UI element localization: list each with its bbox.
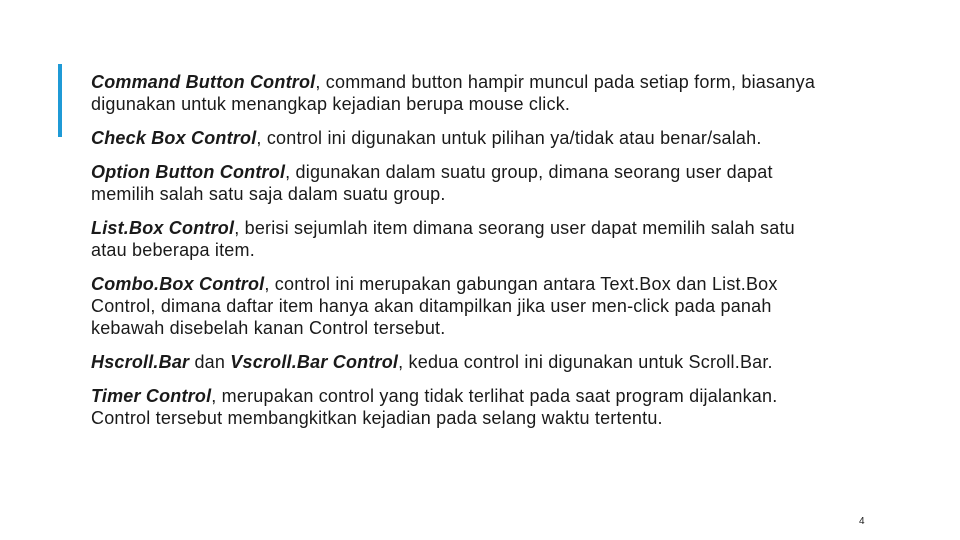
item-term: Check Box Control [91, 128, 257, 148]
list-item [91, 127, 831, 149]
item-term: List.Box Control [91, 218, 235, 238]
bullet-list [91, 71, 831, 429]
item-text: , kedua control ini digunakan untuk Scroll.Bar. [398, 352, 773, 372]
list-item [91, 273, 831, 339]
list-item [91, 71, 831, 115]
list-item [91, 351, 831, 373]
item-term: Combo.Box Control [91, 274, 265, 294]
list-item [91, 385, 831, 429]
page-number: 4 [859, 516, 865, 527]
list-item [91, 217, 831, 261]
item-term-secondary: Vscroll.Bar Control [230, 352, 399, 372]
item-term: Hscroll.Bar [91, 352, 190, 372]
item-text: , control ini digunakan untuk pilihan ya/tidak atau benar/salah. [256, 128, 762, 148]
item-text: , control ini merupakan gabungan antara Text.Box dan List.Box Control, dimana daftar item hanya akan ditampilkan jika user men-click pada panah kebawah disebelah kanan Control tersebut. [91, 274, 778, 338]
list-item [91, 161, 831, 205]
item-term: Command Button Control [91, 72, 316, 92]
item-term: Option Button Control [91, 162, 286, 182]
item-text: , berisi sejumlah item dimana seorang user dapat memilih salah satu atau beberapa item. [91, 218, 795, 260]
item-text: , digunakan dalam suatu group, dimana seorang user dapat memilih salah satu saja dalam suatu group. [91, 162, 773, 204]
item-connector: dan [189, 352, 231, 372]
item-text: , merupakan control yang tidak terlihat pada saat program dijalankan. Control tersebut membangkitkan kejadian pada selang waktu tertentu. [91, 386, 778, 428]
item-term: Timer Control [91, 386, 212, 406]
item-text: , command button hampir muncul pada setiap form, biasanya digunakan untuk menangkap kejadian berupa mouse click. [91, 72, 816, 114]
accent-bar [58, 64, 62, 137]
